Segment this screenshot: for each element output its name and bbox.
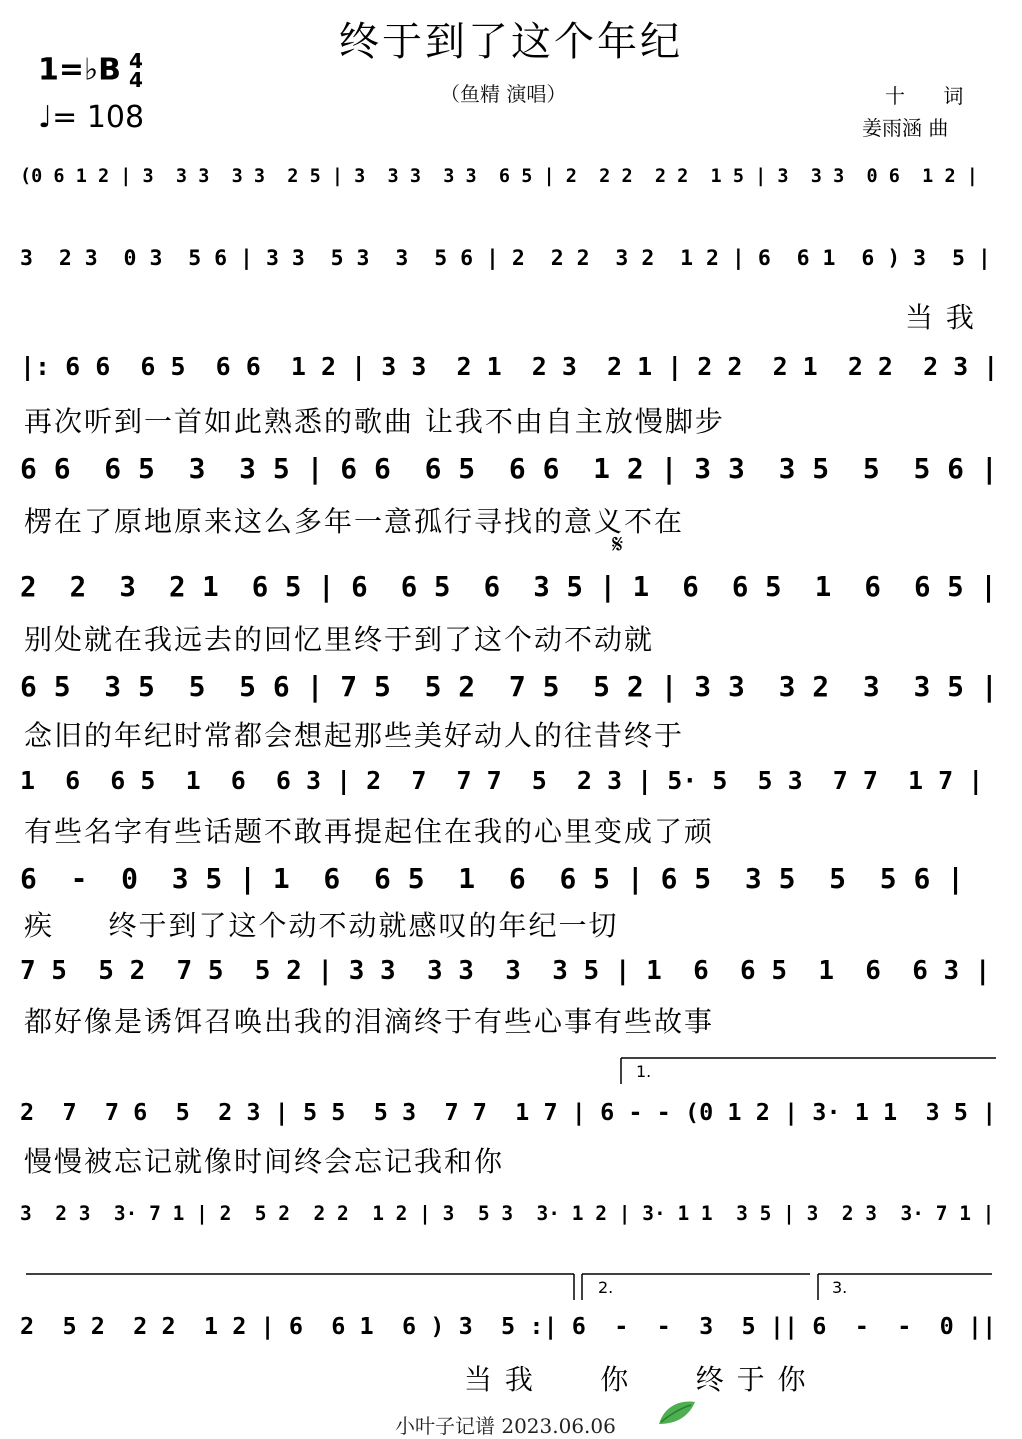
- notation-text: 6 - 0 3 5 | 1 6 6 5 1 6 6 5 | 6 5 3 5 5 5 6 |: [20, 862, 965, 895]
- lyric-line-1: 当 我: [905, 301, 976, 334]
- notation-row-1: [0, 150, 1022, 230]
- notation-text: 6 6 6 5 3 3 5 | 6 6 6 5 6 6 1 2 | 3 3 3 5 5 5 6 |: [20, 452, 998, 485]
- singer-credit: （鱼精 演唱）: [440, 82, 567, 106]
- notation-text: 7 5 5 2 7 5 5 2 | 3 3 3 3 3 3 5 | 1 6 6 5 1 6 6 3 |: [20, 956, 991, 986]
- time-signature: [129, 49, 143, 92]
- notation-text: 2 5 2 2 2 1 2 | 6 6 1 6 ) 3 5 :| 6 - - 3 5 || 6 - - 0 ||: [20, 1312, 997, 1340]
- notation-text: (0 6 1 2 | 3 3 3 3 3 2 5 | 3 3 3 3 3 6 5 | 2 2 2 2 2 1 5 | 3 3 3 0 6 1 2 |: [20, 166, 978, 187]
- lyric-line-8: 都好像是诱饵召唤出我的泪滴终于有些心事有些故事: [24, 1005, 715, 1038]
- volta-3-label: 3.: [832, 1278, 848, 1297]
- leaf-icon: [655, 1398, 699, 1428]
- tempo-marking: ♩= 108: [38, 100, 145, 135]
- segno-sign: 𝄋: [612, 530, 624, 560]
- composer-credit: 姜雨涵 曲: [862, 116, 949, 140]
- volta-2-label: 2.: [598, 1278, 614, 1297]
- song-title: 终于到了这个年纪: [339, 19, 683, 65]
- transcriber-footer: 小叶子记谱 2023.06.06: [395, 1414, 616, 1438]
- notation-text: 6 5 3 5 5 5 6 | 7 5 5 2 7 5 5 2 | 3 3 3 2 3 3 5 |: [20, 670, 998, 703]
- time-signature-top: 4: [129, 49, 143, 73]
- key-label: 1=♭B: [38, 52, 122, 88]
- key-signature: [38, 49, 143, 92]
- lyric-line-5: 念旧的年纪时常都会想起那些美好动人的往昔终于: [24, 719, 685, 752]
- lyric-line-9: 慢慢被忘记就像时间终会忘记我和你: [24, 1145, 505, 1178]
- notation-row-2: [0, 230, 1022, 310]
- notation-row-11: [0, 1186, 1022, 1266]
- volta-1-label: 1.: [636, 1062, 652, 1081]
- time-signature-bottom: 4: [129, 68, 143, 92]
- lyric-line-6: 有些名字有些话题不敢再提起住在我的心里变成了顽: [24, 815, 715, 848]
- notation-text: 1 6 6 5 1 6 6 3 | 2 7 7 7 5 2 3 | 5· 5 5 3 7 7 1 7 |: [20, 766, 984, 795]
- notation-text: |: 6 6 6 5 6 6 1 2 | 3 3 2 1 2 3 2 1 | 2 2 2 1 2 2 2 3 |: [20, 352, 999, 381]
- lyric-line-2: 再次听到一首如此熟悉的歌曲 让我不由自主放慢脚步: [24, 405, 725, 438]
- lyricist-credit: 十 词: [885, 84, 964, 108]
- lyric-line-7: 疾 终于到了这个动不动就感叹的年纪一切: [24, 909, 619, 942]
- lyric-line-3: 楞在了原地原来这么多年一意孤行寻找的意义不在: [24, 505, 685, 538]
- notation-text: 3 2 3 0 3 5 6 | 3 3 5 3 3 5 6 | 2 2 2 3 2 1 2 | 6 6 1 6 ) 3 5 |: [20, 246, 991, 271]
- lyric-line-10: 当 我 你 终 于 你: [464, 1363, 808, 1396]
- notation-text: 2 7 7 6 5 2 3 | 5 5 5 3 7 7 1 7 | 6 - - (0 1 2 | 3· 1 1 3 5 |: [20, 1098, 997, 1126]
- lyric-line-4: 别处就在我远去的回忆里终于到了这个动不动就: [24, 623, 655, 656]
- notation-text: 3 2 3 3· 7 1 | 2 5 2 2 2 1 2 | 3 5 3 3· 1 2 | 3· 1 1 3 5 | 3 2 3 3· 7 1 |: [20, 1202, 995, 1225]
- notation-text: 2 2 3 2 1 6 5 | 6 6 5 6 3 5 | 1 6 6 5 1 6 6 5 |: [20, 571, 997, 603]
